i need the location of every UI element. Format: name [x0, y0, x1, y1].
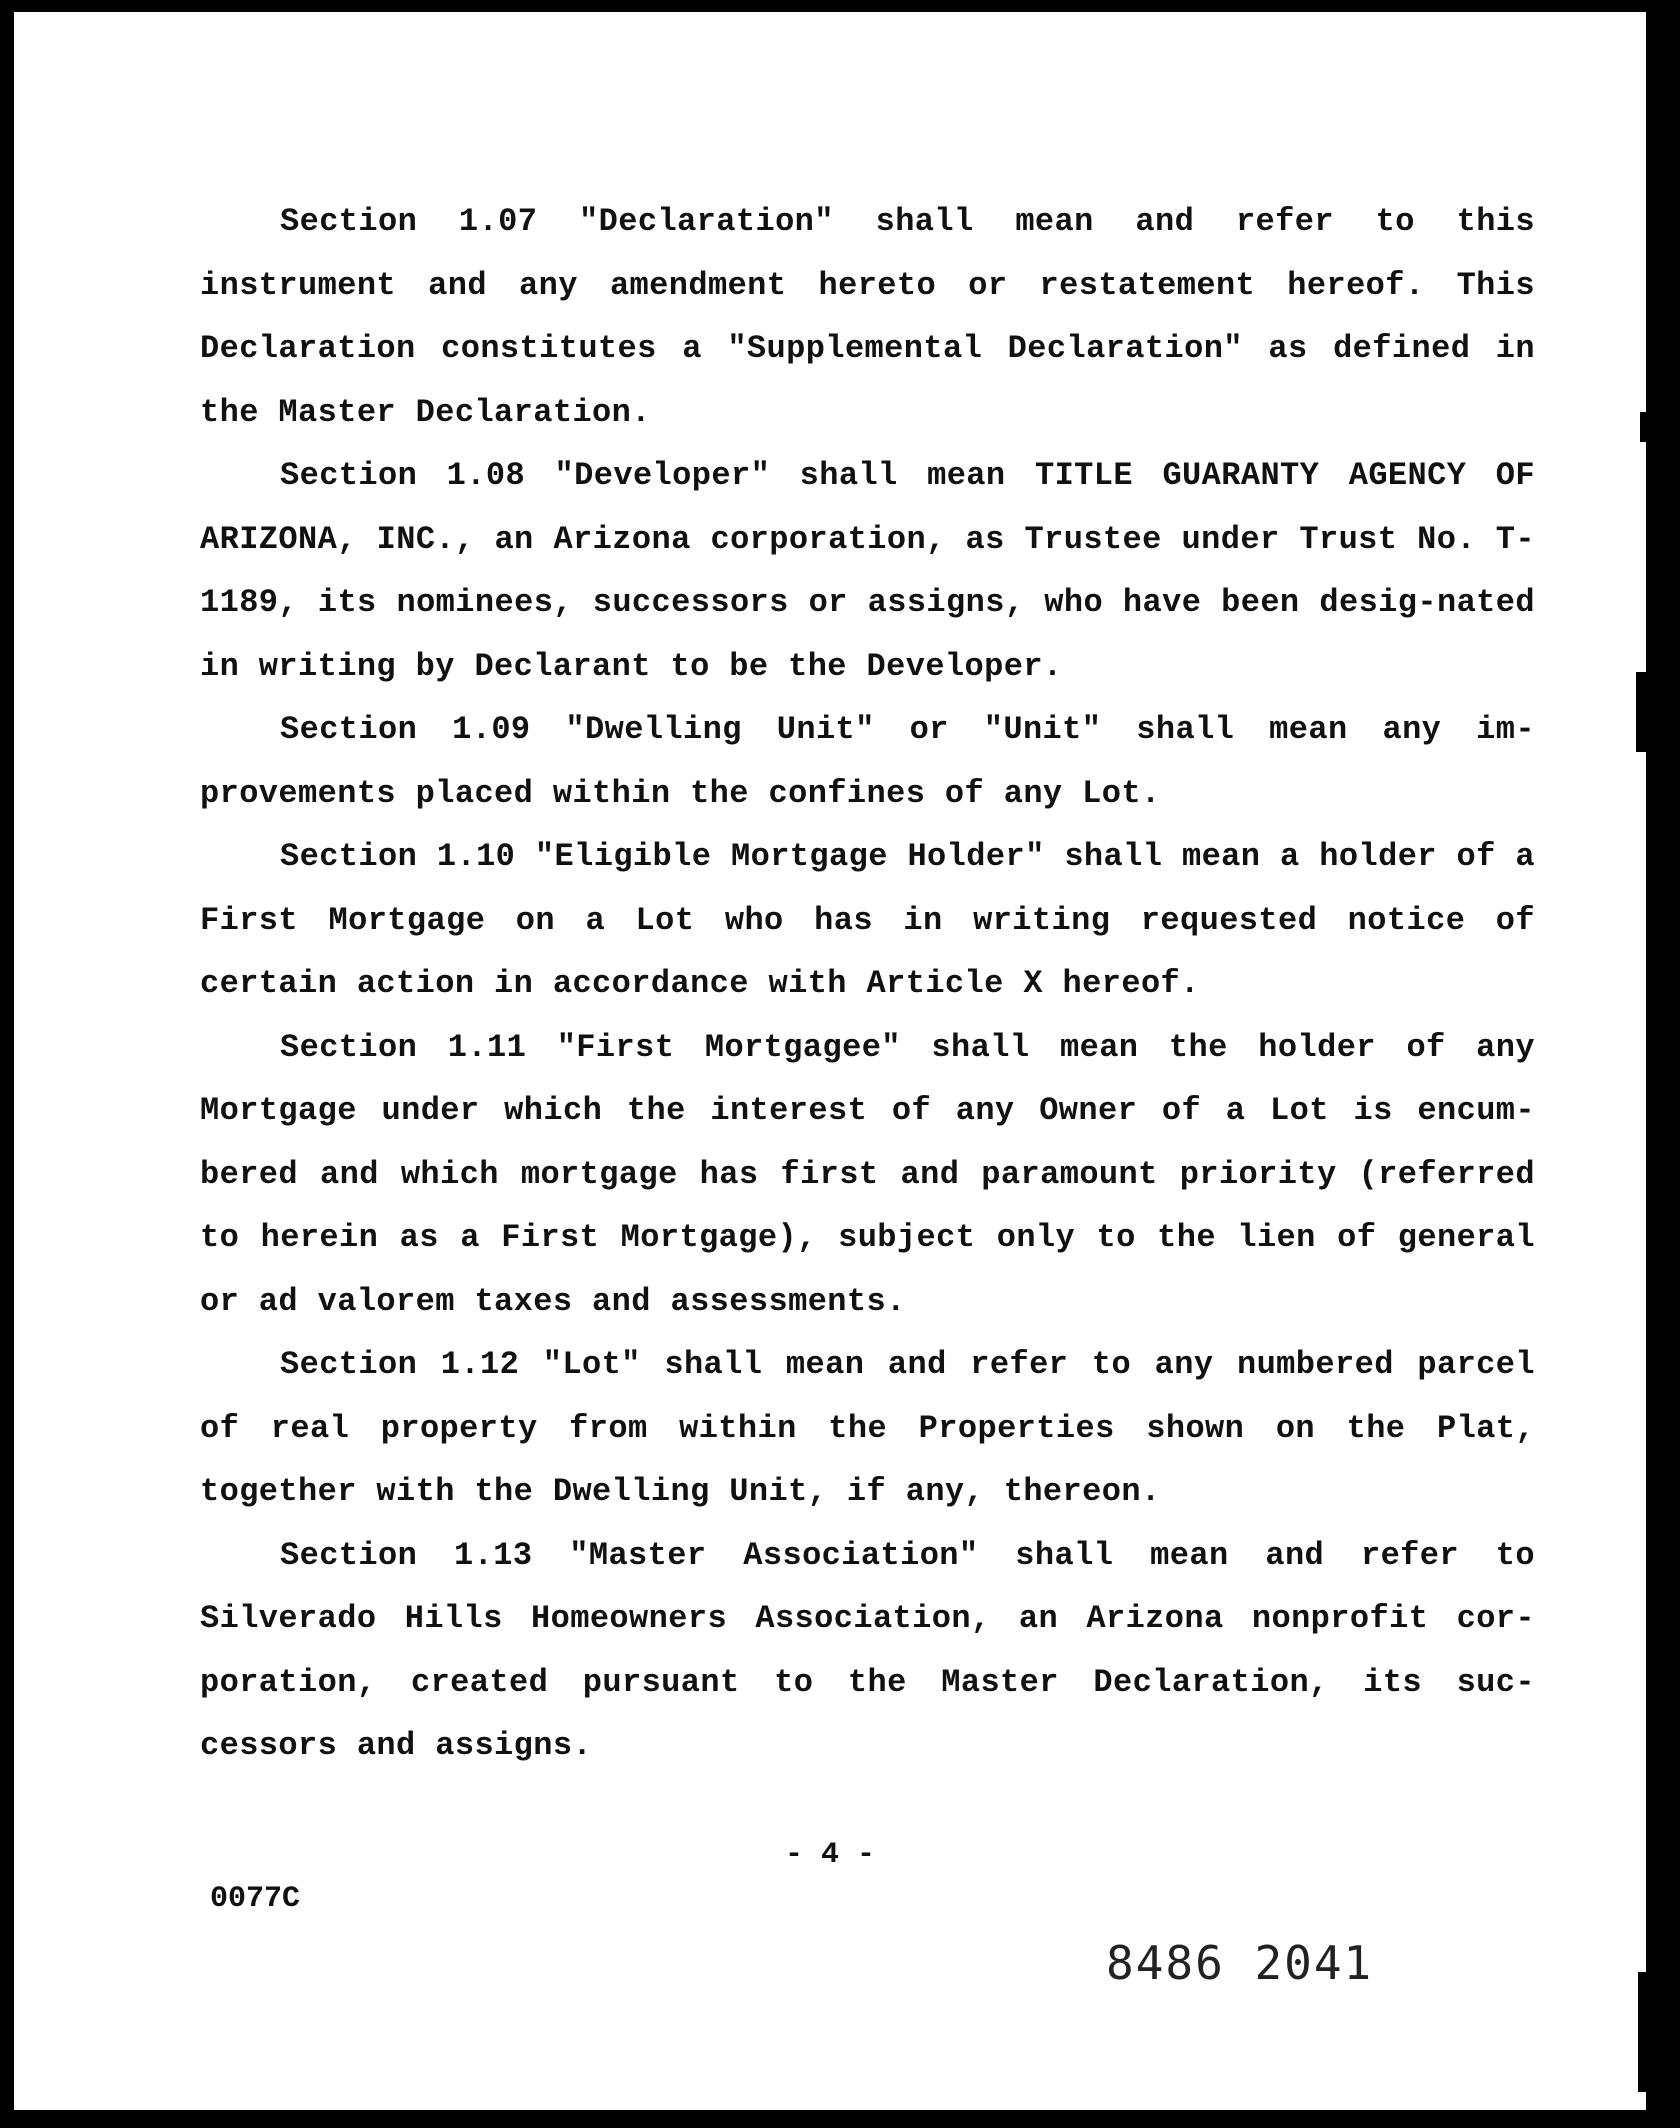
page-number: - 4 - [784, 1838, 875, 1872]
section-1-12-paragraph: Section 1.12 "Lot" shall mean and refer to any numbered parcel of real property from within the Properties shown on the Plat, together with the Dwelling Unit, if any, thereon. [200, 1346, 1535, 1510]
section-1-07-paragraph: Section 1.07 "Declaration" shall mean and refer to this instrument and any amendment hereto or restatement hereof. This Declaration constitutes a "Supplemental Declaration" as defined in the Master Declaration. [200, 203, 1535, 431]
document-body [200, 190, 1535, 1778]
document-code: 0077C [210, 1882, 301, 1916]
scan-artifact [1640, 412, 1646, 442]
document-page [14, 12, 1646, 2110]
section-1-08-paragraph: Section 1.08 "Developer" shall mean TITLE GUARANTY AGENCY OF ARIZONA, INC., an Arizona corporation, as Trustee under Trust No. T-1189, its nominees, successors or assigns, who have been desig-nated in writing by Declarant to be the Developer. [200, 457, 1535, 685]
scan-artifact [1638, 1972, 1646, 2092]
section-1-10-paragraph: Section 1.10 "Eligible Mortgage Holder" shall mean a holder of a First Mortgage on a Lot who has in writing requested notice of certain action in accordance with Article X hereof. [200, 838, 1535, 1002]
scan-artifact [1636, 672, 1646, 752]
recording-number: 8486 2041 [1106, 1936, 1374, 1990]
section-1-13-paragraph: Section 1.13 "Master Association" shall mean and refer to Silverado Hills Homeowners Association, an Arizona nonprofit cor-poration, created pursuant to the Master Declaration, its suc-cessors and assigns. [200, 1536, 1535, 1764]
section-1-09-paragraph: Section 1.09 "Dwelling Unit" or "Unit" shall mean any im-provements placed within the confines of any Lot. [200, 711, 1535, 812]
section-1-11-paragraph: Section 1.11 "First Mortgagee" shall mean the holder of any Mortgage under which the interest of any Owner of a Lot is encum-bered and which mortgage has first and paramount priority (referred to herein as a First Mortgage), subject only to the lien of general or ad valorem taxes and assessments. [200, 1028, 1535, 1320]
